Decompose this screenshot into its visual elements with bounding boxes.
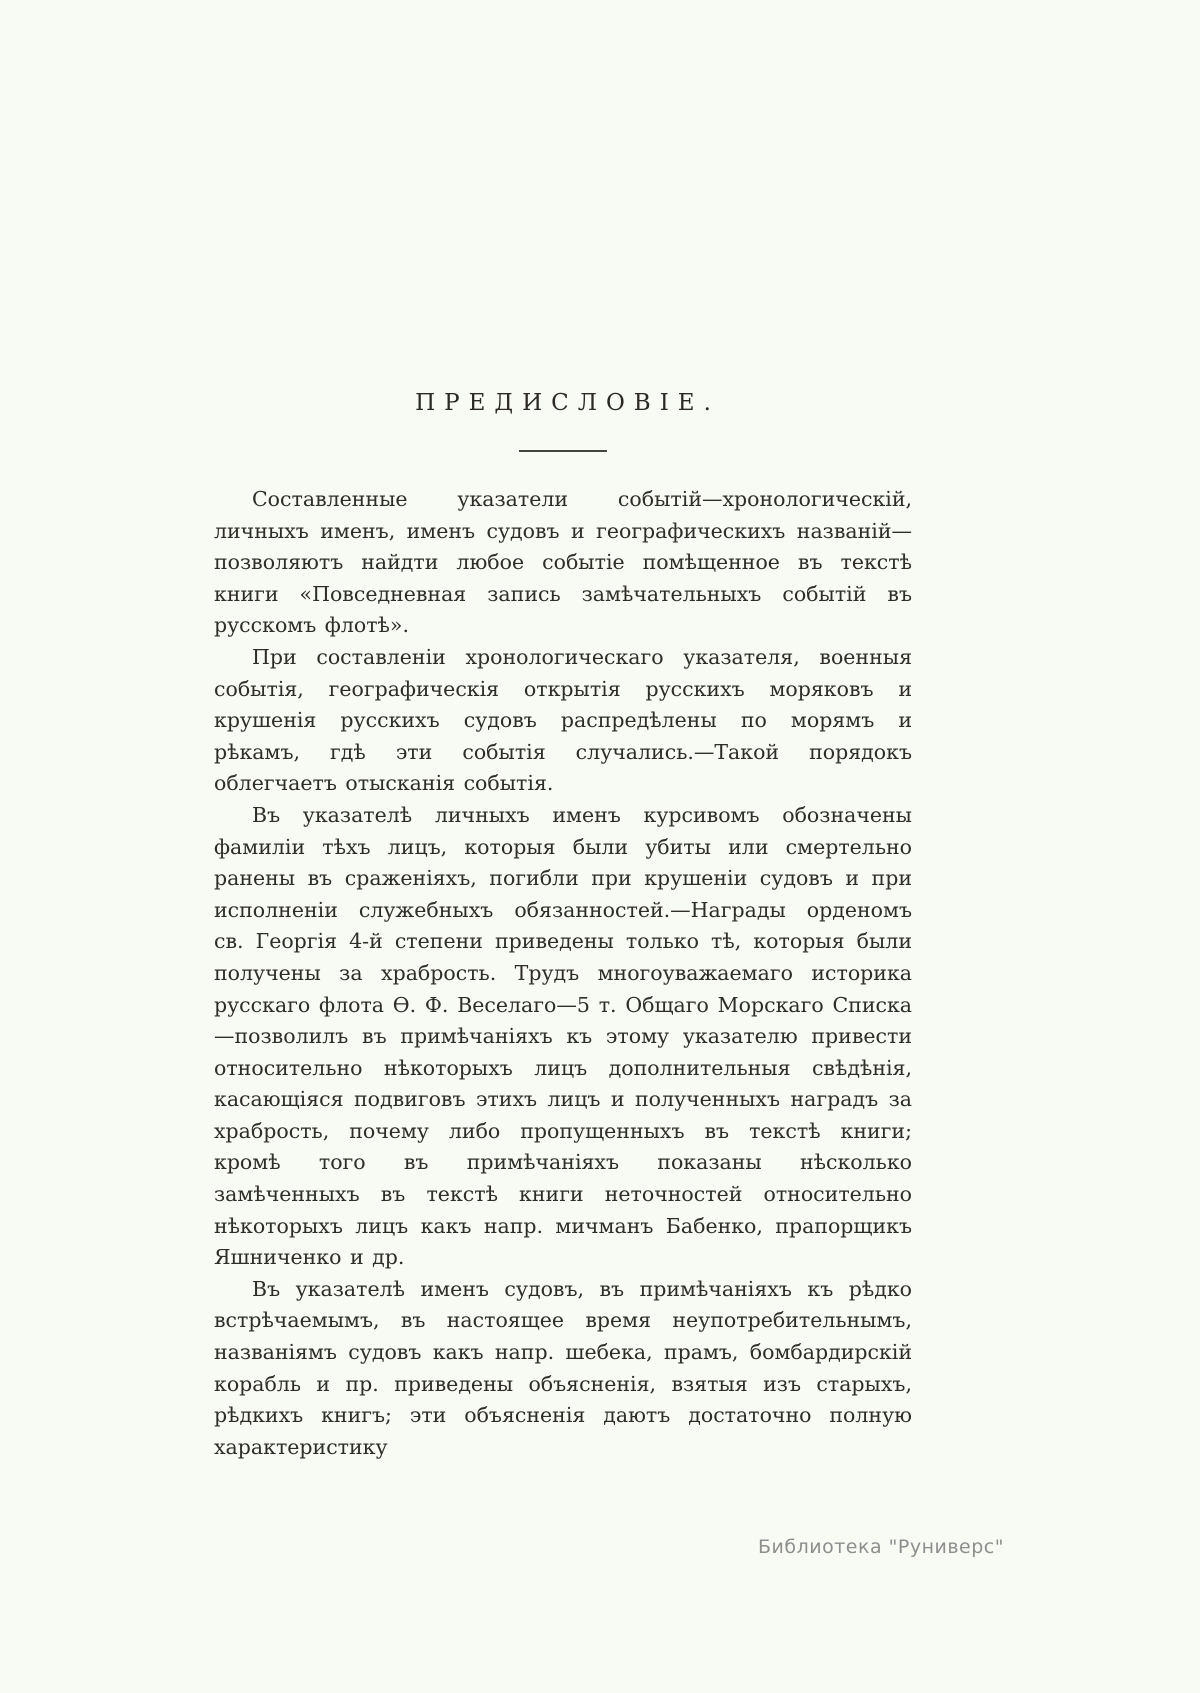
page-title: ПРЕДИСЛОВІЕ. xyxy=(415,390,720,416)
paragraph-4: Въ указателѣ именъ судовъ, въ примѣчаніяхъ къ рѣдко встрѣчаемымъ, въ настоящее время неупотребительнымъ, названіямъ судовъ какъ напр. шебека, прамъ, бомбардирскій корабль и пр. приведены объясненія, взятыя изъ старыхъ, рѣдкихъ книгъ; эти объясненія даютъ достаточно полную характеристику xyxy=(214,1276,912,1459)
library-watermark: Библиотека "Руниверс" xyxy=(758,1536,1004,1558)
paragraph-3: Въ указателѣ личныхъ именъ курсивомъ обозначены фамиліи тѣхъ лицъ, которыя были убиты или смертельно ранены въ сраженіяхъ, погибли при крушеніи судовъ и при исполненіи служебныхъ обязанностей.—Награды орденомъ св. Георгія 4-й степени приведены только тѣ, которыя были получены за храбрость. Трудъ многоуважаемаго историка русскаго флота Ѳ. Ф. Веселаго—5 т. Общаго Морскаго Списка—позволилъ въ примѣчаніяхъ къ этому указателю привести относительно нѣкоторыхъ лицъ дополнительныя свѣдѣнія, касающіяся подвиговъ этихъ лицъ и полученныхъ наградъ за храбрость, почему либо пропущенныхъ въ текстѣ книги; кромѣ того въ примѣчаніяхъ показаны нѣсколько замѣченныхъ въ текстѣ книги неточностей относительно нѣкоторыхъ лицъ какъ напр. мичманъ Бабенко, прапорщикъ Яшниченко и др. xyxy=(214,802,912,1270)
title-divider xyxy=(519,450,607,452)
body-text xyxy=(214,484,912,1463)
paragraph-2: При составленіи хронологическаго указателя, военныя событія, географическія открытія русскихъ моряковъ и крушенія русскихъ судовъ распредѣлены по морямъ и рѣкамъ, гдѣ эти событія случались.—Такой порядокъ облегчаетъ отысканія событія. xyxy=(214,644,912,796)
paragraph-1: Составленные указатели событій—хронологическій, личныхъ именъ, именъ судовъ и географическихъ названій—позволяютъ найдти любое событіе помѣщенное въ текстѣ книги «Повседневная запись замѣчательныхъ событій въ русскомъ флотѣ». xyxy=(214,487,912,638)
page-content xyxy=(214,390,912,1463)
